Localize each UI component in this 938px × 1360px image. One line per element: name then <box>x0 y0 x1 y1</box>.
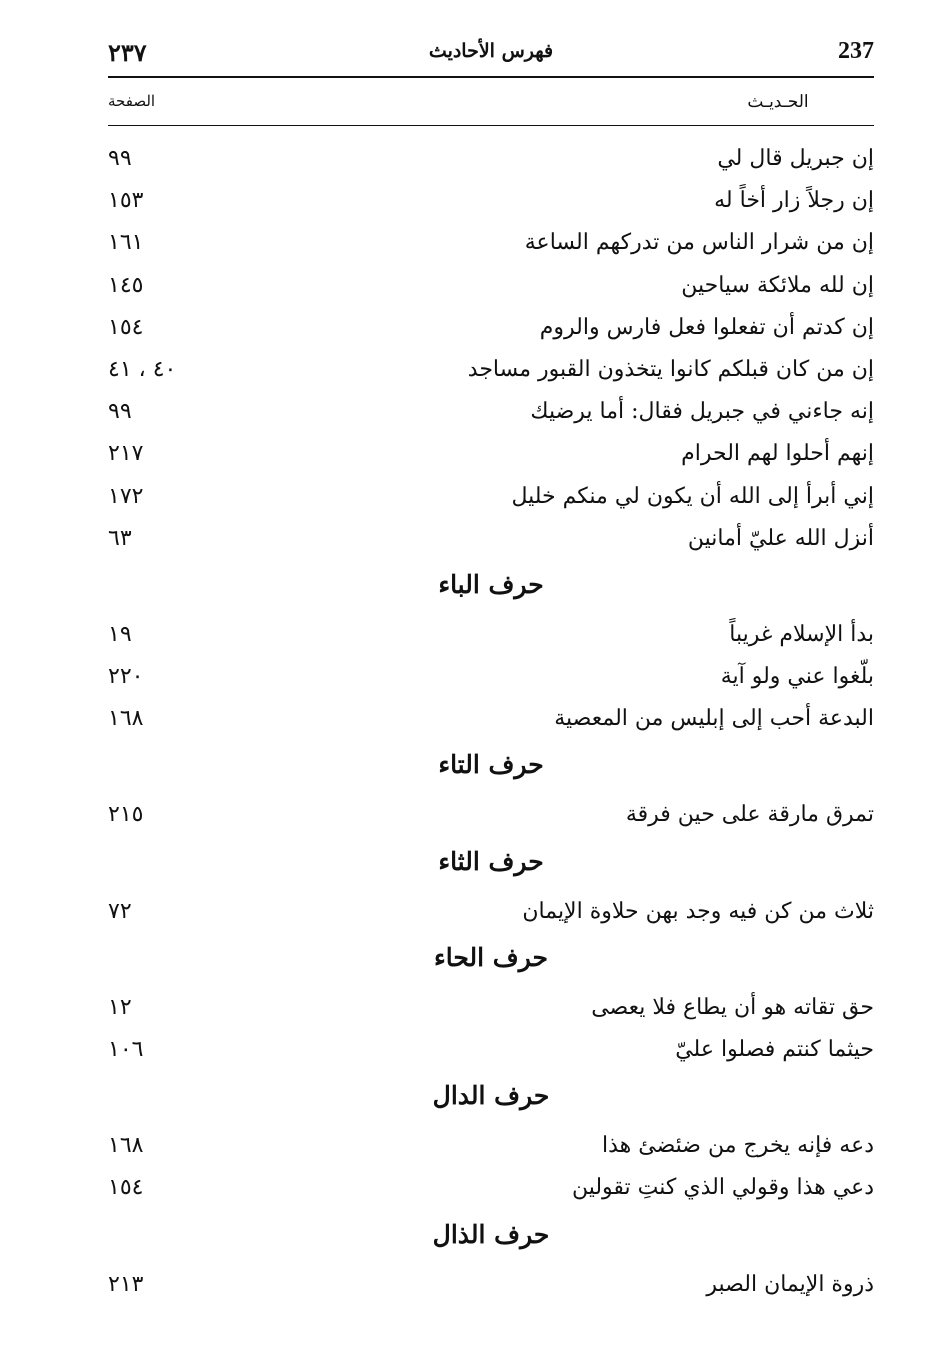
letter-section-heading <box>108 937 874 991</box>
index-entry <box>108 1171 874 1213</box>
index-entry <box>108 660 874 702</box>
index-entry <box>108 1033 874 1075</box>
page-reference: ٢٢٠ <box>108 664 144 690</box>
index-entry <box>108 269 874 311</box>
letter-section-heading <box>108 744 874 798</box>
index-list <box>108 142 874 1310</box>
hadith-text: تمرق مارقة على حين فرقة <box>625 802 874 828</box>
letter-section-heading <box>108 1075 874 1129</box>
column-heading-page: الصفحة <box>108 92 156 110</box>
hadith-text: إن جبريل قال لي <box>717 146 874 171</box>
index-entry <box>108 991 874 1033</box>
letter-section-heading <box>108 1214 874 1268</box>
index-entry <box>108 184 874 226</box>
index-entry <box>108 142 874 184</box>
hadith-text: البدعة أحب إلى إبليس من المعصية <box>554 706 874 732</box>
page-reference: ١٥٤ <box>108 314 144 340</box>
hadith-text: حق تقاته هو أن يطاع فلا يعصى <box>591 994 874 1020</box>
page-reference: ٧٢ <box>108 898 132 924</box>
page-reference: ٢١٧ <box>108 441 144 467</box>
page-number-arabic: ٢٣٧ <box>108 38 147 67</box>
section-title: حرف الذال <box>432 1219 550 1249</box>
page-reference: ١٥٤ <box>108 1175 144 1201</box>
hadith-text: إن كدتم أن تفعلوا فعل فارس والروم <box>539 314 874 340</box>
index-entry <box>108 480 874 522</box>
running-header <box>108 38 874 74</box>
index-entry <box>108 618 874 660</box>
hadith-text: بلّغوا عني ولو آية <box>720 664 874 690</box>
index-entry <box>108 798 874 840</box>
hadith-text: إنهم أحلوا لهم الحرام <box>681 441 874 467</box>
page-reference: ١٤٥ <box>108 272 144 298</box>
hadith-text: ثلاث من كن فيه وجد بهن حلاوة الإيمان <box>522 898 874 924</box>
index-entry <box>108 1129 874 1171</box>
column-headings <box>108 92 874 118</box>
page-reference: ٦٣ <box>108 525 132 551</box>
header-rule <box>108 76 874 78</box>
page-reference: ٩٩ <box>108 399 132 425</box>
page-reference: ٩٩ <box>108 146 132 171</box>
page-number-latin: 237 <box>838 38 874 64</box>
column-heading-rule <box>108 125 874 126</box>
page-reference: ٤٠ ، ٤١ <box>108 356 177 382</box>
page-reference: ١٦٨ <box>108 1133 144 1159</box>
index-entry <box>108 702 874 744</box>
section-title: حرف الباء <box>438 569 544 599</box>
hadith-text: دعه فإنه يخرج من ضئضئ هذا <box>601 1133 874 1159</box>
page-reference: ٢١٥ <box>108 802 144 828</box>
letter-section-heading <box>108 564 874 618</box>
hadith-text: إن من شرار الناس من تدركهم الساعة <box>524 230 874 256</box>
index-entry <box>108 1268 874 1310</box>
letter-section-heading <box>108 841 874 895</box>
page-reference: ١٦١ <box>108 230 144 256</box>
hadith-text: دعي هذا وقولي الذي كنتِ تقولين <box>571 1175 874 1201</box>
index-entry <box>108 353 874 395</box>
hadith-text: إني أبرأ إلى الله أن يكون لي منكم خليل <box>511 483 874 509</box>
hadith-text: بدأ الإسلام غريباً <box>729 621 874 647</box>
index-entry <box>108 895 874 937</box>
hadith-text: إن لله ملائكة سياحين <box>681 272 874 298</box>
running-title: فهرس الأحاديث <box>428 40 554 62</box>
hadith-text: إن من كان قبلكم كانوا يتخذون القبور مساجد <box>467 356 874 382</box>
column-heading-hadith: الحـديـث <box>747 92 809 112</box>
index-entry <box>108 522 874 564</box>
hadith-text: ذروة الإيمان الصبر <box>706 1271 874 1297</box>
index-entry <box>108 226 874 268</box>
section-title: حرف التاء <box>438 750 544 780</box>
section-title: حرف الحاء <box>434 942 548 972</box>
page-reference: ٢١٣ <box>108 1271 144 1297</box>
index-entry <box>108 311 874 353</box>
hadith-text: حيثما كنتم فصلوا عليّ <box>675 1037 874 1062</box>
page-reference: ١٩ <box>108 621 132 647</box>
hadith-text: إن رجلاً زار أخاً له <box>714 188 874 214</box>
hadith-text: إنه جاءني في جبريل فقال: أما يرضيك <box>530 399 874 425</box>
page-reference: ١٠٦ <box>108 1037 144 1062</box>
hadith-text: أنزل الله عليّ أمانين <box>687 525 874 551</box>
section-title: حرف الثاء <box>438 846 544 876</box>
page-reference: ١٦٨ <box>108 706 144 732</box>
page-reference: ١٢ <box>108 994 132 1020</box>
page-reference: ١٧٢ <box>108 483 144 509</box>
page-reference: ١٥٣ <box>108 188 144 214</box>
index-entry <box>108 395 874 437</box>
index-entry <box>108 437 874 479</box>
section-title: حرف الدال <box>432 1081 550 1111</box>
